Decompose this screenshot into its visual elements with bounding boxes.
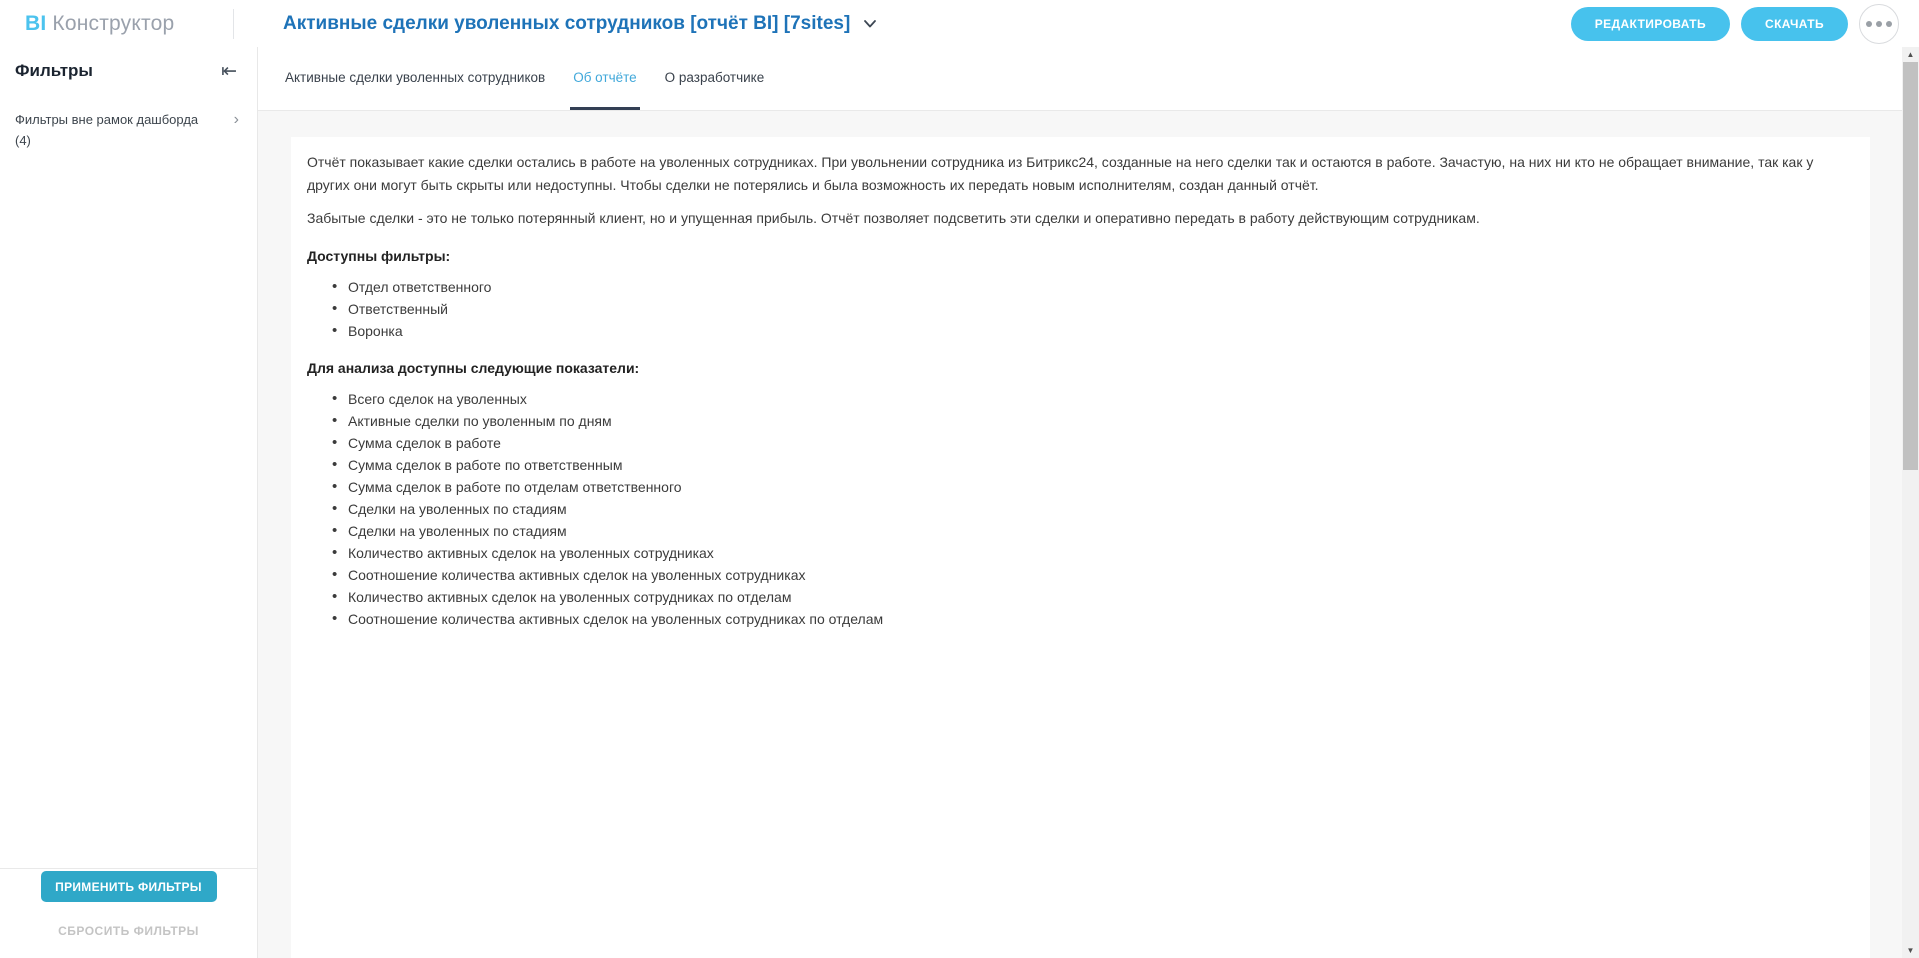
list-item: • Сумма сделок в работе по ответственным (307, 454, 1856, 476)
scroll-down-arrow-icon[interactable]: ▼ (1906, 946, 1915, 955)
filters-list (307, 276, 1856, 342)
list-item: • Сделки на уволенных по стадиям (307, 520, 1856, 542)
report-paragraph-2: Забытые сделки - это не только потерянный клиент, но и упущенная прибыль. Отчёт позволяет подсветить эти сделки и оперативно передать в работу действующим сотрудникам. (307, 210, 1480, 226)
tab-bar (258, 47, 1902, 111)
vertical-scrollbar[interactable] (1902, 47, 1919, 958)
list-item: • Соотношение количества активных сделок на уволенных сотрудниках (307, 564, 1856, 586)
tab-active-deals[interactable]: Активные сделки уволенных сотрудников (285, 69, 546, 85)
tab-about-report[interactable]: Об отчёте (570, 47, 639, 110)
list-item: • Сделки на уволенных по стадиям (307, 498, 1856, 520)
sidebar-item-label: Фильтры вне рамок дашборда (4) (15, 112, 199, 148)
edit-button[interactable]: РЕДАКТИРОВАТЬ (1571, 7, 1730, 41)
report-title-dropdown[interactable] (283, 0, 876, 47)
apply-filters-button[interactable]: ПРИМЕНИТЬ ФИЛЬТРЫ (41, 871, 217, 902)
sidebar-title: Фильтры (15, 61, 93, 80)
collapse-sidebar-icon[interactable]: ⇤ (221, 60, 237, 82)
list-item: • Воронка (307, 320, 1856, 342)
logo-bi-mark: BI (25, 11, 47, 35)
top-bar (0, 0, 1919, 47)
more-options-button[interactable] (1859, 4, 1899, 44)
list-item: • Количество активных сделок на уволенных сотрудниках (307, 542, 1856, 564)
tab-about-developer[interactable]: О разработчике (664, 69, 765, 85)
list-item: • Соотношение количества активных сделок на уволенных сотрудниках по отделам (307, 608, 1856, 630)
list-item: • Сумма сделок в работе (307, 432, 1856, 454)
report-description-card (291, 137, 1870, 958)
sidebar-footer (0, 868, 257, 958)
filters-heading: Доступны фильтры: (307, 248, 451, 264)
page-title: Активные сделки уволенных сотрудников [отчёт BI] [7sites] (283, 12, 851, 34)
list-item: • Количество активных сделок на уволенных сотрудниках по отделам (307, 586, 1856, 608)
report-paragraph-1: Отчёт показывает какие сделки остались в работе на уволенных сотрудниках. При увольнении сотрудника из Битрикс24, созданные на него сделки так и остаются в работе. Зачастую, на них ни кто не обращает внимание, так как у других они могут быть скрыты или недоступны. Чтобы сделки не потерялись и была возможность их передать новым исполнителям, создан данный отчёт. (307, 154, 1814, 193)
app-logo (25, 0, 174, 47)
scroll-up-arrow-icon[interactable]: ▲ (1906, 50, 1915, 59)
sidebar-item-out-of-dashboard-filters[interactable] (0, 109, 257, 151)
body-row (0, 47, 1919, 958)
sidebar-header (0, 47, 257, 81)
download-button[interactable]: СКАЧАТЬ (1741, 7, 1848, 41)
list-item: • Отдел ответственного (307, 276, 1856, 298)
reset-filters-button[interactable]: СБРОСИТЬ ФИЛЬТРЫ (58, 924, 199, 938)
list-item: • Сумма сделок в работе по отделам ответственного (307, 476, 1856, 498)
content-area (258, 111, 1902, 958)
ellipsis-icon (1866, 21, 1872, 27)
chevron-down-icon[interactable] (864, 20, 876, 28)
header-divider (233, 9, 234, 39)
main-area (258, 47, 1902, 958)
logo-brand-text: Конструктор (52, 11, 175, 35)
chevron-right-icon: › (233, 111, 239, 128)
metrics-heading: Для анализа доступны следующие показатели: (307, 360, 640, 376)
list-item: • Ответственный (307, 298, 1856, 320)
metrics-list (307, 388, 1856, 630)
list-item: • Активные сделки по уволенным по дням (307, 410, 1856, 432)
list-item: • Всего сделок на уволенных (307, 388, 1856, 410)
scrollbar-thumb[interactable] (1903, 62, 1918, 470)
header-actions (1571, 0, 1899, 47)
filters-sidebar (0, 47, 258, 958)
